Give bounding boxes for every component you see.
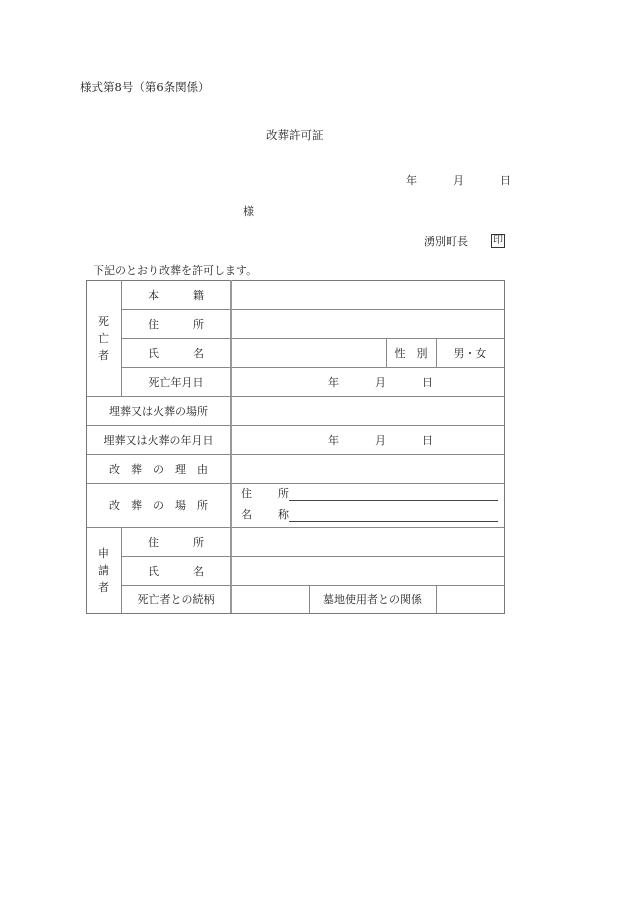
deceased-address-field[interactable] [231, 309, 504, 338]
label-char: 籍 [193, 288, 204, 302]
burial-date-year: 年 [328, 433, 339, 447]
group-char: 亡 [98, 331, 109, 345]
reburial-name-label-a: 名 [241, 508, 252, 521]
group-char: 請 [98, 563, 109, 577]
group-char: 申 [98, 546, 109, 560]
reason-field[interactable] [231, 454, 504, 483]
seal-icon: 印 [493, 235, 503, 246]
relation-to-deceased-field[interactable] [231, 585, 309, 613]
reburial-name-field[interactable] [289, 521, 498, 522]
addressee-suffix: 様 [243, 205, 254, 218]
burial-place-field[interactable] [231, 396, 504, 425]
burial-place-label: 埋葬又は火葬の場所 [109, 404, 208, 418]
sex-options[interactable]: 男・女 [453, 346, 487, 360]
label-char: 氏 [148, 346, 159, 360]
group-char: 者 [98, 580, 109, 594]
applicant-name-field[interactable] [231, 556, 504, 585]
permit-table [86, 280, 504, 613]
relation-to-cemetery-user-field[interactable] [436, 585, 504, 613]
relation-to-cemetery-user-label: 墓地使用者との関係 [323, 593, 422, 606]
page-title: 改葬許可証 [266, 128, 324, 142]
death-date-field[interactable] [231, 367, 504, 396]
burial-date-label: 埋葬又は火葬の年月日 [103, 433, 214, 447]
burial-date-day: 日 [422, 433, 433, 447]
deceased-domicile-label [121, 280, 231, 309]
group-char: 死 [98, 314, 109, 328]
reburial-name-label-b: 称 [278, 508, 289, 521]
applicant-name-label [121, 556, 231, 585]
sex-label: 性 別 [394, 346, 428, 360]
deceased-domicile-field[interactable] [231, 280, 504, 309]
relation-to-deceased-label: 死亡者との続柄 [137, 593, 215, 606]
issue-date-year-label: 年 [406, 174, 417, 187]
label-char: 所 [193, 535, 204, 549]
applicant-address-label [121, 527, 231, 556]
issue-date-day-label: 日 [500, 174, 511, 187]
reburial-place-label: 改 葬 の 場 所 [109, 499, 208, 512]
label-char: 本 [148, 288, 159, 302]
death-date-month: 月 [375, 375, 386, 389]
label-char: 住 [148, 317, 159, 331]
death-date-day: 日 [422, 375, 433, 389]
reburial-address-label-a: 住 [241, 487, 252, 500]
label-char: 名 [193, 346, 204, 360]
label-char: 氏 [148, 564, 159, 578]
issuer: 湧別町長 [424, 235, 468, 248]
applicant-group-label [86, 527, 121, 613]
deceased-name-label [121, 338, 231, 367]
deceased-name-field[interactable] [231, 338, 386, 367]
death-date-year: 年 [328, 375, 339, 389]
label-char: 所 [193, 317, 204, 331]
label-char: 住 [148, 535, 159, 549]
burial-date-month: 月 [375, 433, 386, 447]
issue-date-month-label: 月 [453, 174, 464, 187]
label-char: 名 [193, 564, 204, 578]
deceased-address-label [121, 309, 231, 338]
intro-text: 下記のとおり改葬を許可します。 [93, 264, 258, 277]
group-char: 者 [98, 348, 109, 362]
burial-date-field[interactable] [231, 425, 504, 454]
reburial-address-label-b: 所 [278, 487, 289, 500]
applicant-address-field[interactable] [231, 527, 504, 556]
death-date-label: 死亡年月日 [148, 375, 204, 389]
reason-label: 改 葬 の 理 由 [109, 462, 208, 476]
form-number: 様式第8号（第6条関係） [80, 80, 210, 94]
deceased-group-label [86, 280, 121, 396]
reburial-address-field[interactable] [289, 500, 498, 501]
